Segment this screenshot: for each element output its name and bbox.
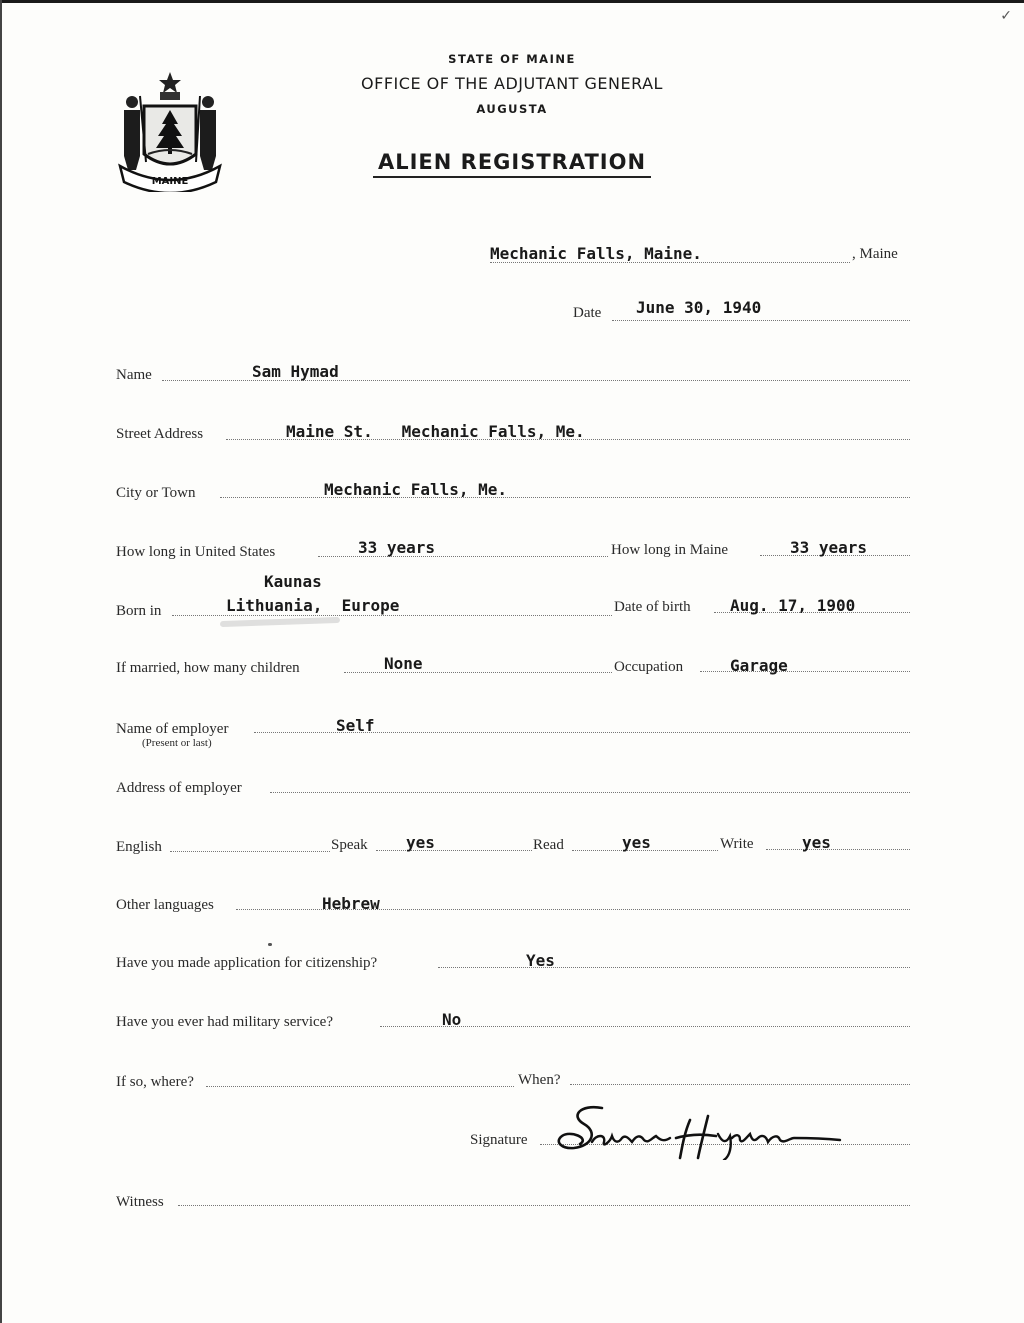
street-address-value: Maine St. Mechanic Falls, Me. (286, 422, 585, 441)
children-label: If married, how many children (116, 660, 300, 676)
city-town-label: City or Town (116, 485, 196, 501)
handwritten-signature (540, 1098, 860, 1160)
born-in-value: Lithuania, Europe (226, 596, 400, 615)
corner-check-mark: ✓ (1000, 8, 1012, 24)
employer-address-label: Address of employer (116, 780, 242, 796)
children-value: None (384, 654, 423, 673)
date-value: June 30, 1940 (636, 298, 762, 317)
citizenship-line (438, 967, 910, 968)
english-label: English (116, 839, 162, 855)
other-languages-value: Hebrew (322, 894, 380, 913)
date-of-birth-value: Aug. 17, 1900 (730, 596, 856, 615)
read-value: yes (622, 833, 651, 852)
how-long-us-value: 33 years (358, 538, 436, 557)
speak-value: yes (406, 833, 435, 852)
when-line (570, 1084, 910, 1085)
name-label: Name (116, 367, 152, 383)
employer-label: Name of employer (116, 721, 229, 737)
witness-label: Witness (116, 1194, 164, 1210)
header-state: STATE OF MAINE (448, 52, 576, 66)
where-line (206, 1086, 514, 1087)
street-address-label: Street Address (116, 426, 204, 442)
scan-edge-left (0, 0, 2, 1323)
location-value: Mechanic Falls, Maine. (490, 244, 702, 263)
employer-sublabel: (Present or last) (142, 737, 212, 749)
write-line (766, 849, 910, 850)
location-suffix: , Maine (852, 246, 898, 262)
date-of-birth-label: Date of birth (614, 599, 691, 615)
born-in-city-value: Kaunas (264, 572, 322, 591)
occupation-value: Garage (730, 656, 788, 675)
write-value: yes (802, 833, 831, 852)
military-value: No (442, 1010, 462, 1029)
how-long-maine-value: 33 years (790, 538, 868, 557)
name-value: Sam Hymad (252, 362, 339, 381)
how-long-us-label: How long in United States (116, 544, 276, 560)
employer-address-line (270, 792, 910, 793)
citizenship-value: Yes (526, 951, 555, 970)
signature-label: Signature (470, 1132, 528, 1148)
header-city: AUGUSTA (476, 102, 548, 116)
svg-text:MAINE: MAINE (151, 176, 189, 187)
born-in-line (172, 615, 612, 616)
ink-speck (268, 943, 272, 946)
employer-value: Self (336, 716, 375, 735)
speak-line (376, 850, 532, 851)
form-title: ALIEN REGISTRATION (377, 150, 647, 174)
when-label: When? (518, 1072, 561, 1088)
citizenship-label: Have you made application for citizenship? (116, 955, 378, 971)
witness-line (178, 1205, 910, 1206)
occupation-label: Occupation (614, 659, 684, 675)
english-line (170, 851, 330, 852)
date-line (612, 320, 910, 321)
how-long-maine-label: How long in Maine (611, 542, 729, 558)
speak-label: Speak (331, 837, 368, 853)
read-label: Read (533, 837, 564, 853)
header-office: OFFICE OF THE ADJUTANT GENERAL (361, 74, 663, 93)
write-label: Write (720, 836, 754, 852)
where-label: If so, where? (116, 1074, 194, 1090)
other-languages-label: Other languages (116, 897, 214, 913)
military-label: Have you ever had military service? (116, 1014, 333, 1030)
title-underline (373, 176, 651, 178)
scan-edge-top (0, 0, 1024, 3)
seal-banner-text (116, 66, 224, 192)
ink-smudge (220, 617, 340, 627)
date-label: Date (573, 305, 602, 321)
city-town-value: Mechanic Falls, Me. (324, 480, 508, 499)
born-in-label: Born in (116, 603, 162, 619)
